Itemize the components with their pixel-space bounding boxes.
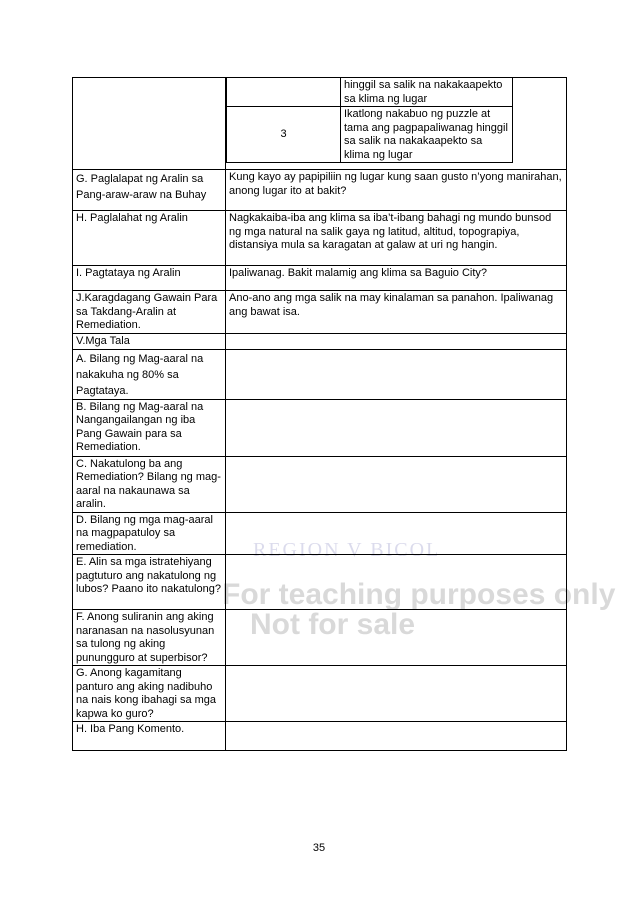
row-label: F. Anong suliranin ang aking naranasan na nasolusyunan sa tulong ng aking punungguro at superbisor?: [73, 610, 226, 666]
row-content: [226, 456, 567, 512]
table-row: [73, 722, 567, 751]
table-row: [73, 349, 567, 399]
row-content: [226, 722, 567, 751]
row-label: G. Paglalapat ng Aralin sa Pang-araw-araw na Buhay: [73, 170, 226, 211]
row-content: [226, 399, 567, 456]
row-content: Ipaliwanag. Bakit malamig ang klima sa Baguio City?: [226, 266, 567, 291]
row-content: [226, 349, 567, 399]
nested-text: Ikatlong nakabuo ng puzzle at tama ang pagpapaliwanag hinggil sa salik na nakakaapekto sa klima ng lugar: [341, 107, 513, 163]
table-row: [73, 334, 567, 350]
label-cell: [73, 78, 226, 170]
row-content: [226, 666, 567, 722]
row-label: I. Pagtataya ng Aralin: [73, 266, 226, 291]
table-row: [73, 555, 567, 610]
table-row: [73, 211, 567, 266]
nested-rubric-table: [226, 78, 566, 163]
table-row: [73, 610, 567, 666]
table-row: [73, 399, 567, 456]
table-row: [73, 78, 567, 170]
row-label: V.Mga Tala: [73, 334, 226, 350]
nested-text: hinggil sa salik na nakakaapekto sa klima ng lugar: [341, 78, 513, 107]
row-content: [226, 512, 567, 555]
row-label: B. Bilang ng Mag-aaral na Nangangailangan ng iba Pang Gawain para sa Remediation.: [73, 399, 226, 456]
row-label: E. Alin sa mga istratehiyang pagtuturo ang nakatulong ng lubos? Paano ito nakatulong?: [73, 555, 226, 610]
row-label: G. Anong kagamitang panturo ang aking nadibuho na nais kong ibahagi sa mga kapwa ko guro?: [73, 666, 226, 722]
nested-number: 3: [227, 107, 341, 163]
watermark-line1: For teaching purposes only: [222, 578, 616, 611]
row-content: Ano-ano ang mga salik na may kinalaman sa panahon. Ipaliwanag ang bawat isa.: [226, 291, 567, 334]
row-content: [226, 334, 567, 350]
row-content: Nagkakaiba-iba ang klima sa iba’t-ibang bahagi ng mundo bunsod ng mga natural na salik gaya ng latitud, altitud, topograpiya, distansiya mula sa karagatan at galaw at uri ng hangin.: [226, 211, 567, 266]
table-row: [73, 512, 567, 555]
table-row: [73, 666, 567, 722]
row-content: [226, 610, 567, 666]
row-label: H. Iba Pang Komento.: [73, 722, 226, 751]
watermark-region: REGION V BICOL: [253, 539, 441, 561]
lesson-plan-table: [72, 77, 567, 751]
table-row: [73, 291, 567, 334]
row-label: H. Paglalahat ng Aralin: [73, 211, 226, 266]
row-label: J.Karagdagang Gawain Para sa Takdang-Aralin at Remediation.: [73, 291, 226, 334]
page-number: 35: [312, 842, 326, 854]
row-label: D. Bilang ng mga mag-aaral na magpapatuloy sa remediation.: [73, 512, 226, 555]
row-label: C. Nakatulong ba ang Remediation? Bilang ng mag-aaral na nakaunawa sa aralin.: [73, 456, 226, 512]
table-row: [73, 456, 567, 512]
watermark-line2: Not for sale: [250, 608, 416, 641]
nested-number: [227, 78, 341, 107]
row-label: A. Bilang ng Mag-aaral na nakakuha ng 80% sa Pagtataya.: [73, 349, 226, 399]
nested-cell: [226, 78, 567, 170]
row-content: [226, 555, 567, 610]
row-content: Kung kayo ay papipiliin ng lugar kung saan gusto n’yong manirahan, anong lugar ito at bakit?: [226, 170, 567, 211]
nested-row: [227, 107, 566, 163]
nested-spacer: [513, 107, 566, 163]
nested-spacer: [513, 78, 566, 107]
table-row: [73, 266, 567, 291]
nested-row: [227, 78, 566, 107]
table-row: [73, 170, 567, 211]
